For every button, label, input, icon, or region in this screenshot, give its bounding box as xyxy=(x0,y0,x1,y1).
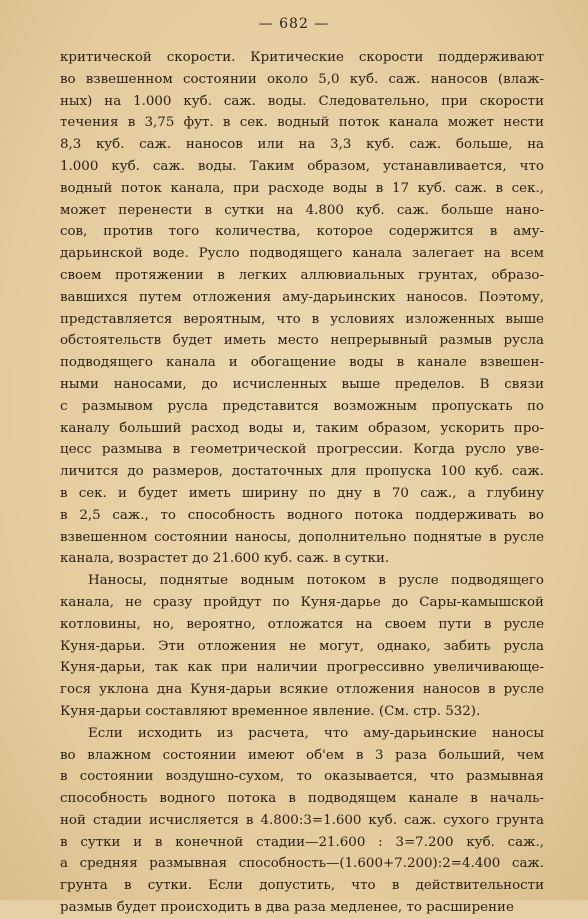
text-line: Куня-дарьи, так как при наличии прогрессивно увеличивающе- xyxy=(60,660,544,676)
text-line: водный поток канала, при расходе воды в 17 куб. саж. в сек., xyxy=(60,180,544,196)
text-line: ными наносами, до исчисленных выше пределов. В связи xyxy=(60,376,544,392)
paragraph xyxy=(60,723,544,919)
page-number: — 682 — xyxy=(258,16,330,32)
text-line: ных) на 1.000 куб. саж. воды. Следовательно, при скорости xyxy=(60,93,544,109)
text-line: канала, возрастет до 21.600 куб. саж. в сутки. xyxy=(60,551,390,567)
paragraph xyxy=(60,570,544,723)
text-line: представляется вероятным, что в условиях изложенных выше xyxy=(60,311,544,327)
text-line: Наносы, поднятые водным потоком в русле подводящего xyxy=(88,573,544,589)
text-line: способность водного потока в подводящем канале в началь- xyxy=(60,791,544,807)
text-line: критической скорости. Критические скорости поддерживают xyxy=(60,50,544,65)
text-line: каналу больший расход воды и, таким образом, ускорить про- xyxy=(60,420,544,436)
text-line: Куня-дарьи. Эти отложения не могут, однако, забить русла xyxy=(60,638,544,654)
text-line: вавшихся путем отложения аму-дарьинских наносов. Поэтому, xyxy=(60,289,544,305)
text-line: личится до размеров, достаточных для пропуска 100 куб. саж. xyxy=(60,464,544,480)
text-line: гося уклона дна Куня-дарьи всякие отложения наносов в русле xyxy=(60,682,544,698)
text-line: Куня-дарьи составляют временное явление. (См. стр. 532). xyxy=(60,703,481,719)
text-line: во взвешенном состоянии около 5,0 куб. саж. наносов (влаж- xyxy=(60,71,544,87)
text-line: сов, против того количества, которое содержится в аму- xyxy=(60,224,544,240)
text-line: обстоятельств будет иметь место непрерывный размыв русла xyxy=(60,333,544,349)
text-line: в 2,5 саж., то способность водного потока поддерживать во xyxy=(60,507,544,523)
text-line: течения в 3,75 фут. в сек. водный поток канала может нести xyxy=(60,115,544,131)
text-line: ной стадии исчисляется в 4.800:3=1.600 куб. саж. сухого грунта xyxy=(60,812,544,828)
text-line: котловины, но, вероятно, отложатся на своем пути в русле xyxy=(60,616,544,632)
text-line: может перенести в сутки на 4.800 куб. саж. больше нано- xyxy=(60,202,544,218)
text-line: канала, не сразу пройдут по Куня-дарье до Сары-камышской xyxy=(60,594,544,610)
paragraph xyxy=(60,47,544,570)
text-line: 1.000 куб. саж. воды. Таким образом, устанавливается, что xyxy=(60,158,544,174)
text-line: грунта в сутки. Если допустить, что в действительности xyxy=(60,878,544,894)
text-line: в сутки и в конечной стадии—21.600 : 3=7.200 куб. саж., xyxy=(60,834,544,850)
text-line: своем протяжении в легких аллювиальных грунтах, образо- xyxy=(60,267,544,283)
text-line: подводящего канала и обогащение воды в канале взвешен- xyxy=(60,355,544,371)
text-line: в сек. и будет иметь ширину по дну в 70 саж., а глубину xyxy=(60,485,544,501)
text-line: размыв будет происходить в два раза медленее, то расширение xyxy=(60,900,514,916)
text-line: во влажном состоянии имеют об'ем в 3 раза больший, чем xyxy=(60,747,544,763)
text-line: взвешенном состоянии наносы, дополнительно поднятые в русле xyxy=(60,529,544,545)
text-line: а средняя размывная способность—(1.600+7.200):2=4.400 саж. xyxy=(60,856,544,872)
text-line: 8,3 куб. саж. наносов или на 3,3 куб. саж. больше, на xyxy=(60,137,544,153)
text-line: цесс размыва в геометрической прогрессии. Когда русло уве- xyxy=(60,442,544,458)
text-line: дарьинской воде. Русло подводящего канала залегает на всем xyxy=(60,246,544,262)
text-line: Если исходить из расчета, что аму-дарьинские наносы xyxy=(88,725,544,741)
text-line: в состоянии воздушно-сухом, то оказывается, что размывная xyxy=(60,769,544,785)
text-body xyxy=(60,47,544,919)
text-line: с размывом русла представится возможным пропускать по xyxy=(60,398,544,414)
